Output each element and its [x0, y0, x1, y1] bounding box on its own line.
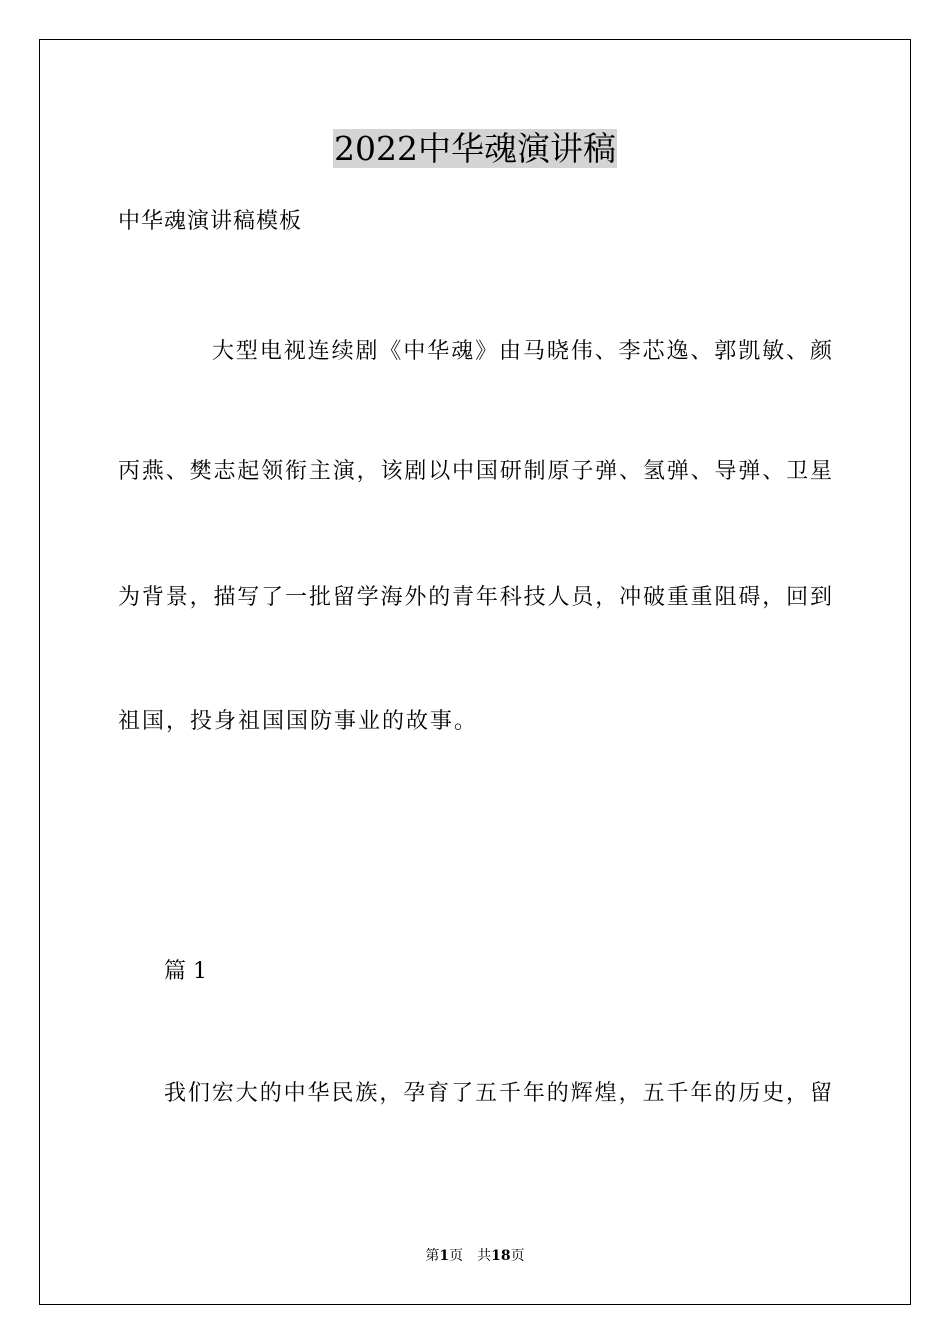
- document-title-text: 2022中华魂演讲稿: [334, 129, 616, 168]
- page-footer: [0, 1247, 950, 1265]
- section-heading: 篇 1: [164, 959, 207, 984]
- footer-page-current: 1: [439, 1248, 450, 1264]
- paragraph-line: 大型电视连续剧《中华魂》由马晓伟、李芯逸、郭凯敏、颜: [212, 339, 832, 364]
- paragraph-line: 丙燕、樊志起领衔主演，该剧以中国研制原子弹、氢弹、导弹、卫星: [118, 459, 832, 484]
- footer-page-prefix: 第: [425, 1248, 440, 1264]
- document-subtitle: 中华魂演讲稿模板: [118, 209, 303, 234]
- footer-page-suffix: 页: [510, 1248, 525, 1264]
- document-title: [0, 128, 950, 170]
- paragraph-line: 祖国，投身祖国国防事业的故事。: [118, 709, 479, 734]
- footer-page-mid: 页 共: [449, 1248, 492, 1264]
- footer-page-total: 18: [491, 1248, 511, 1264]
- paragraph-line: 我们宏大的中华民族，孕育了五千年的辉煌，五千年的历史，留: [164, 1081, 832, 1106]
- paragraph-line: 为背景，描写了一批留学海外的青年科技人员，冲破重重阻碍，回到: [118, 585, 832, 610]
